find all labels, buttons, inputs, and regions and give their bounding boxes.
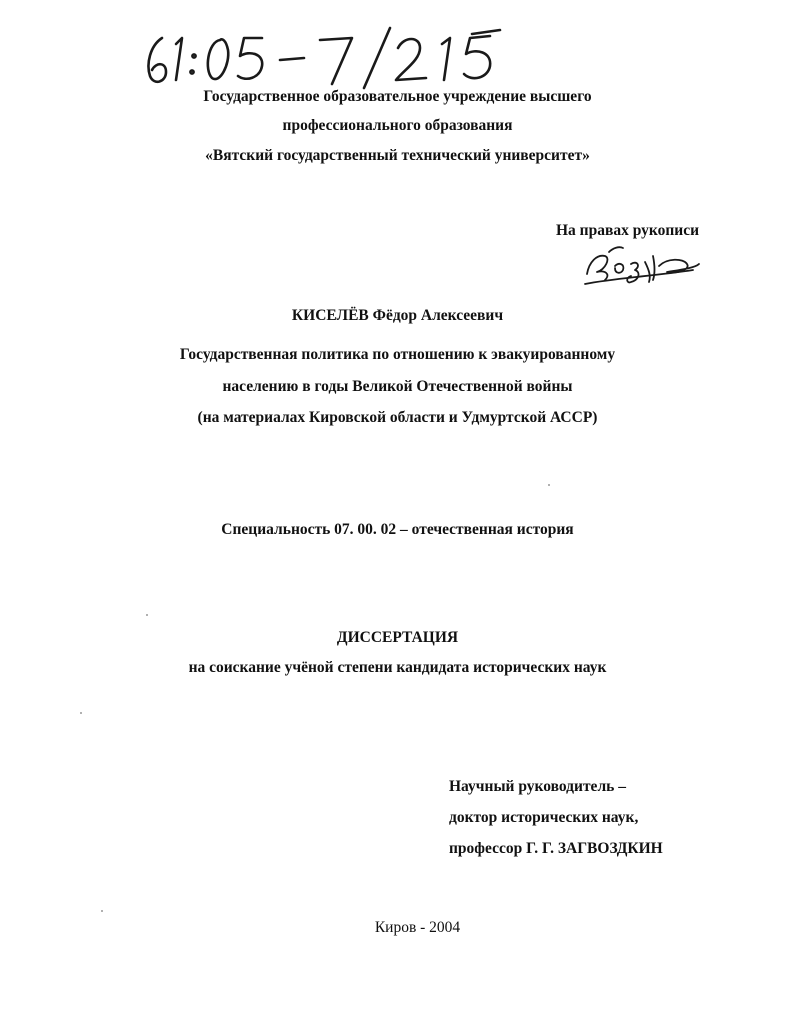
scan-speck	[101, 910, 103, 912]
thesis-title-line-2: населению в годы Великой Отечественной войны	[222, 378, 573, 395]
handwritten-archive-number	[120, 20, 520, 90]
scan-speck	[80, 712, 82, 714]
place-year: Киров - 2004	[374, 919, 461, 936]
scan-speck	[548, 484, 550, 486]
author-signature	[575, 240, 705, 290]
institution-line-2: профессионального образования	[282, 117, 513, 134]
supervisor-line-2: доктор исторических наук,	[449, 809, 639, 826]
degree-line: на соискание учёной степени кандидата исторических наук	[188, 659, 607, 676]
thesis-title-line-3: (на материалах Кировской области и Удмуртской АССР)	[197, 409, 598, 426]
institution-line-3: «Вятский государственный технический университет»	[205, 147, 590, 164]
author-name: КИСЕЛЁВ Фёдор Алексеевич	[291, 307, 504, 324]
dissertation-label: ДИССЕРТАЦИЯ	[336, 629, 459, 646]
specialty: Специальность 07. 00. 02 – отечественная история	[221, 521, 574, 538]
institution-line-1: Государственное образовательное учреждение высшего	[203, 88, 592, 105]
manuscript-rights: На правах рукописи	[556, 222, 700, 239]
scan-speck	[146, 614, 148, 616]
supervisor-line-3: профессор Г. Г. ЗАГВОЗДКИН	[449, 840, 663, 857]
supervisor-line-1: Научный руководитель –	[449, 778, 626, 795]
thesis-title-line-1: Государственная политика по отношению к эвакуированному	[179, 346, 616, 363]
